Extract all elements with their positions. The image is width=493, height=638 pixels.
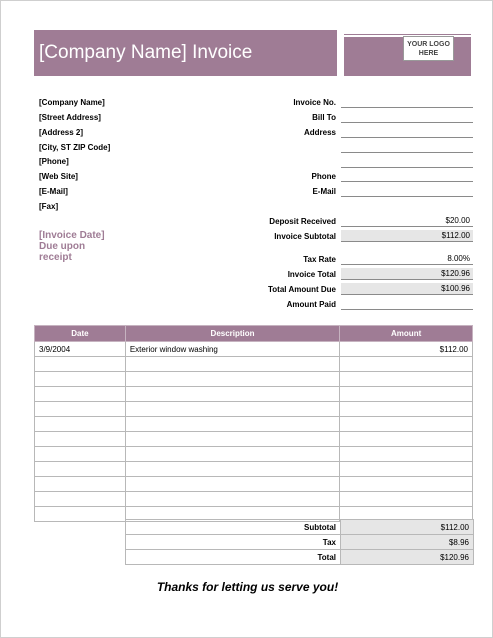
company-website[interactable]: [Web Site] bbox=[39, 172, 78, 181]
date-cell[interactable] bbox=[35, 447, 126, 462]
deposit-label: Deposit Received bbox=[269, 217, 336, 226]
logo-top-rule bbox=[344, 34, 471, 35]
amount-cell[interactable] bbox=[340, 387, 473, 402]
line-items-table bbox=[34, 325, 473, 522]
subtotal-label: Subtotal bbox=[126, 520, 341, 535]
description-cell[interactable]: Exterior window washing bbox=[125, 342, 339, 357]
address-field-2[interactable] bbox=[341, 141, 473, 153]
company-email[interactable]: [E-Mail] bbox=[39, 187, 68, 196]
total-due-label: Total Amount Due bbox=[268, 285, 336, 294]
invoice-subtotal-label: Invoice Subtotal bbox=[274, 232, 336, 241]
description-header: Description bbox=[125, 326, 339, 342]
amount-cell[interactable] bbox=[340, 462, 473, 477]
invoice-date-line2: Due upon bbox=[39, 241, 86, 252]
phone-label: Phone bbox=[311, 172, 336, 181]
invoice-title: [Company Name] Invoice bbox=[34, 30, 337, 76]
table-row bbox=[35, 462, 473, 477]
amount-cell[interactable]: $112.00 bbox=[340, 342, 473, 357]
bill-to-label: Bill To bbox=[312, 113, 336, 122]
thank-you-message: Thanks for letting us serve you! bbox=[156, 580, 339, 594]
date-header: Date bbox=[35, 326, 126, 342]
date-cell[interactable] bbox=[35, 507, 126, 522]
table-row bbox=[35, 372, 473, 387]
subtotal-row bbox=[126, 520, 474, 535]
tax-row bbox=[126, 535, 474, 550]
description-cell[interactable] bbox=[125, 462, 339, 477]
description-cell[interactable] bbox=[125, 387, 339, 402]
email-field[interactable] bbox=[341, 185, 473, 197]
table-row bbox=[35, 447, 473, 462]
table-row bbox=[35, 432, 473, 447]
invoice-date-line1: [Invoice Date] bbox=[39, 230, 105, 241]
total-label: Total bbox=[126, 550, 341, 565]
logo-text-line2: HERE bbox=[418, 50, 439, 57]
company-phone[interactable]: [Phone] bbox=[39, 157, 69, 166]
company-fax[interactable]: [Fax] bbox=[39, 202, 59, 211]
total-value: $120.96 bbox=[341, 550, 474, 565]
address-label: Address bbox=[303, 128, 336, 137]
date-cell[interactable] bbox=[35, 402, 126, 417]
amount-cell[interactable] bbox=[340, 402, 473, 417]
description-cell[interactable] bbox=[125, 432, 339, 447]
amount-paid-label: Amount Paid bbox=[286, 300, 336, 309]
invoice-date[interactable] bbox=[39, 230, 105, 263]
table-row bbox=[35, 402, 473, 417]
tax-value: $8.96 bbox=[341, 535, 474, 550]
tax-rate-label: Tax Rate bbox=[303, 255, 336, 264]
amount-cell[interactable] bbox=[340, 447, 473, 462]
amount-cell[interactable] bbox=[340, 477, 473, 492]
date-cell[interactable] bbox=[35, 372, 126, 387]
totals-table bbox=[125, 519, 474, 565]
amount-cell[interactable] bbox=[340, 417, 473, 432]
description-cell[interactable] bbox=[125, 357, 339, 372]
table-row bbox=[35, 417, 473, 432]
amount-cell[interactable] bbox=[340, 432, 473, 447]
date-cell[interactable] bbox=[35, 357, 126, 372]
description-cell[interactable] bbox=[125, 492, 339, 507]
total-due-value: $100.96 bbox=[341, 283, 473, 295]
invoice-total-value: $120.96 bbox=[341, 268, 473, 280]
invoice-date-line3: receipt bbox=[39, 252, 72, 263]
amount-paid-value[interactable] bbox=[341, 298, 473, 310]
logo-text-line1: YOUR LOGO bbox=[407, 41, 450, 48]
address-field-3[interactable] bbox=[341, 156, 473, 168]
amount-header: Amount bbox=[340, 326, 473, 342]
date-cell[interactable] bbox=[35, 417, 126, 432]
table-row bbox=[35, 492, 473, 507]
table-header-row bbox=[35, 326, 473, 342]
description-cell[interactable] bbox=[125, 477, 339, 492]
amount-cell[interactable] bbox=[340, 492, 473, 507]
company-city[interactable]: [City, ST ZIP Code] bbox=[39, 143, 111, 152]
tax-rate-value[interactable]: 8.00% bbox=[341, 253, 473, 265]
date-cell[interactable] bbox=[35, 462, 126, 477]
date-cell[interactable] bbox=[35, 387, 126, 402]
phone-field[interactable] bbox=[341, 170, 473, 182]
invoice-no-label: Invoice No. bbox=[293, 98, 336, 107]
company-address2[interactable]: [Address 2] bbox=[39, 128, 84, 137]
invoice-total-label: Invoice Total bbox=[287, 270, 336, 279]
total-row bbox=[126, 550, 474, 565]
table-row bbox=[35, 387, 473, 402]
invoice-subtotal-value: $112.00 bbox=[341, 230, 473, 242]
amount-cell[interactable] bbox=[340, 372, 473, 387]
description-cell[interactable] bbox=[125, 447, 339, 462]
description-cell[interactable] bbox=[125, 372, 339, 387]
table-row bbox=[35, 477, 473, 492]
email-label: E-Mail bbox=[312, 187, 336, 196]
logo-placeholder[interactable] bbox=[403, 36, 454, 61]
table-row bbox=[35, 357, 473, 372]
date-cell[interactable] bbox=[35, 492, 126, 507]
bill-to-field[interactable] bbox=[341, 111, 473, 123]
description-cell[interactable] bbox=[125, 402, 339, 417]
table-row bbox=[35, 342, 473, 357]
invoice-no-field[interactable] bbox=[341, 96, 473, 108]
date-cell[interactable]: 3/9/2004 bbox=[35, 342, 126, 357]
date-cell[interactable] bbox=[35, 477, 126, 492]
company-name[interactable]: [Company Name] bbox=[39, 98, 105, 107]
date-cell[interactable] bbox=[35, 432, 126, 447]
company-street[interactable]: [Street Address] bbox=[39, 113, 101, 122]
address-field-1[interactable] bbox=[341, 126, 473, 138]
tax-label: Tax bbox=[126, 535, 341, 550]
description-cell[interactable] bbox=[125, 417, 339, 432]
amount-cell[interactable] bbox=[340, 357, 473, 372]
subtotal-value: $112.00 bbox=[341, 520, 474, 535]
deposit-value[interactable]: $20.00 bbox=[341, 215, 473, 227]
